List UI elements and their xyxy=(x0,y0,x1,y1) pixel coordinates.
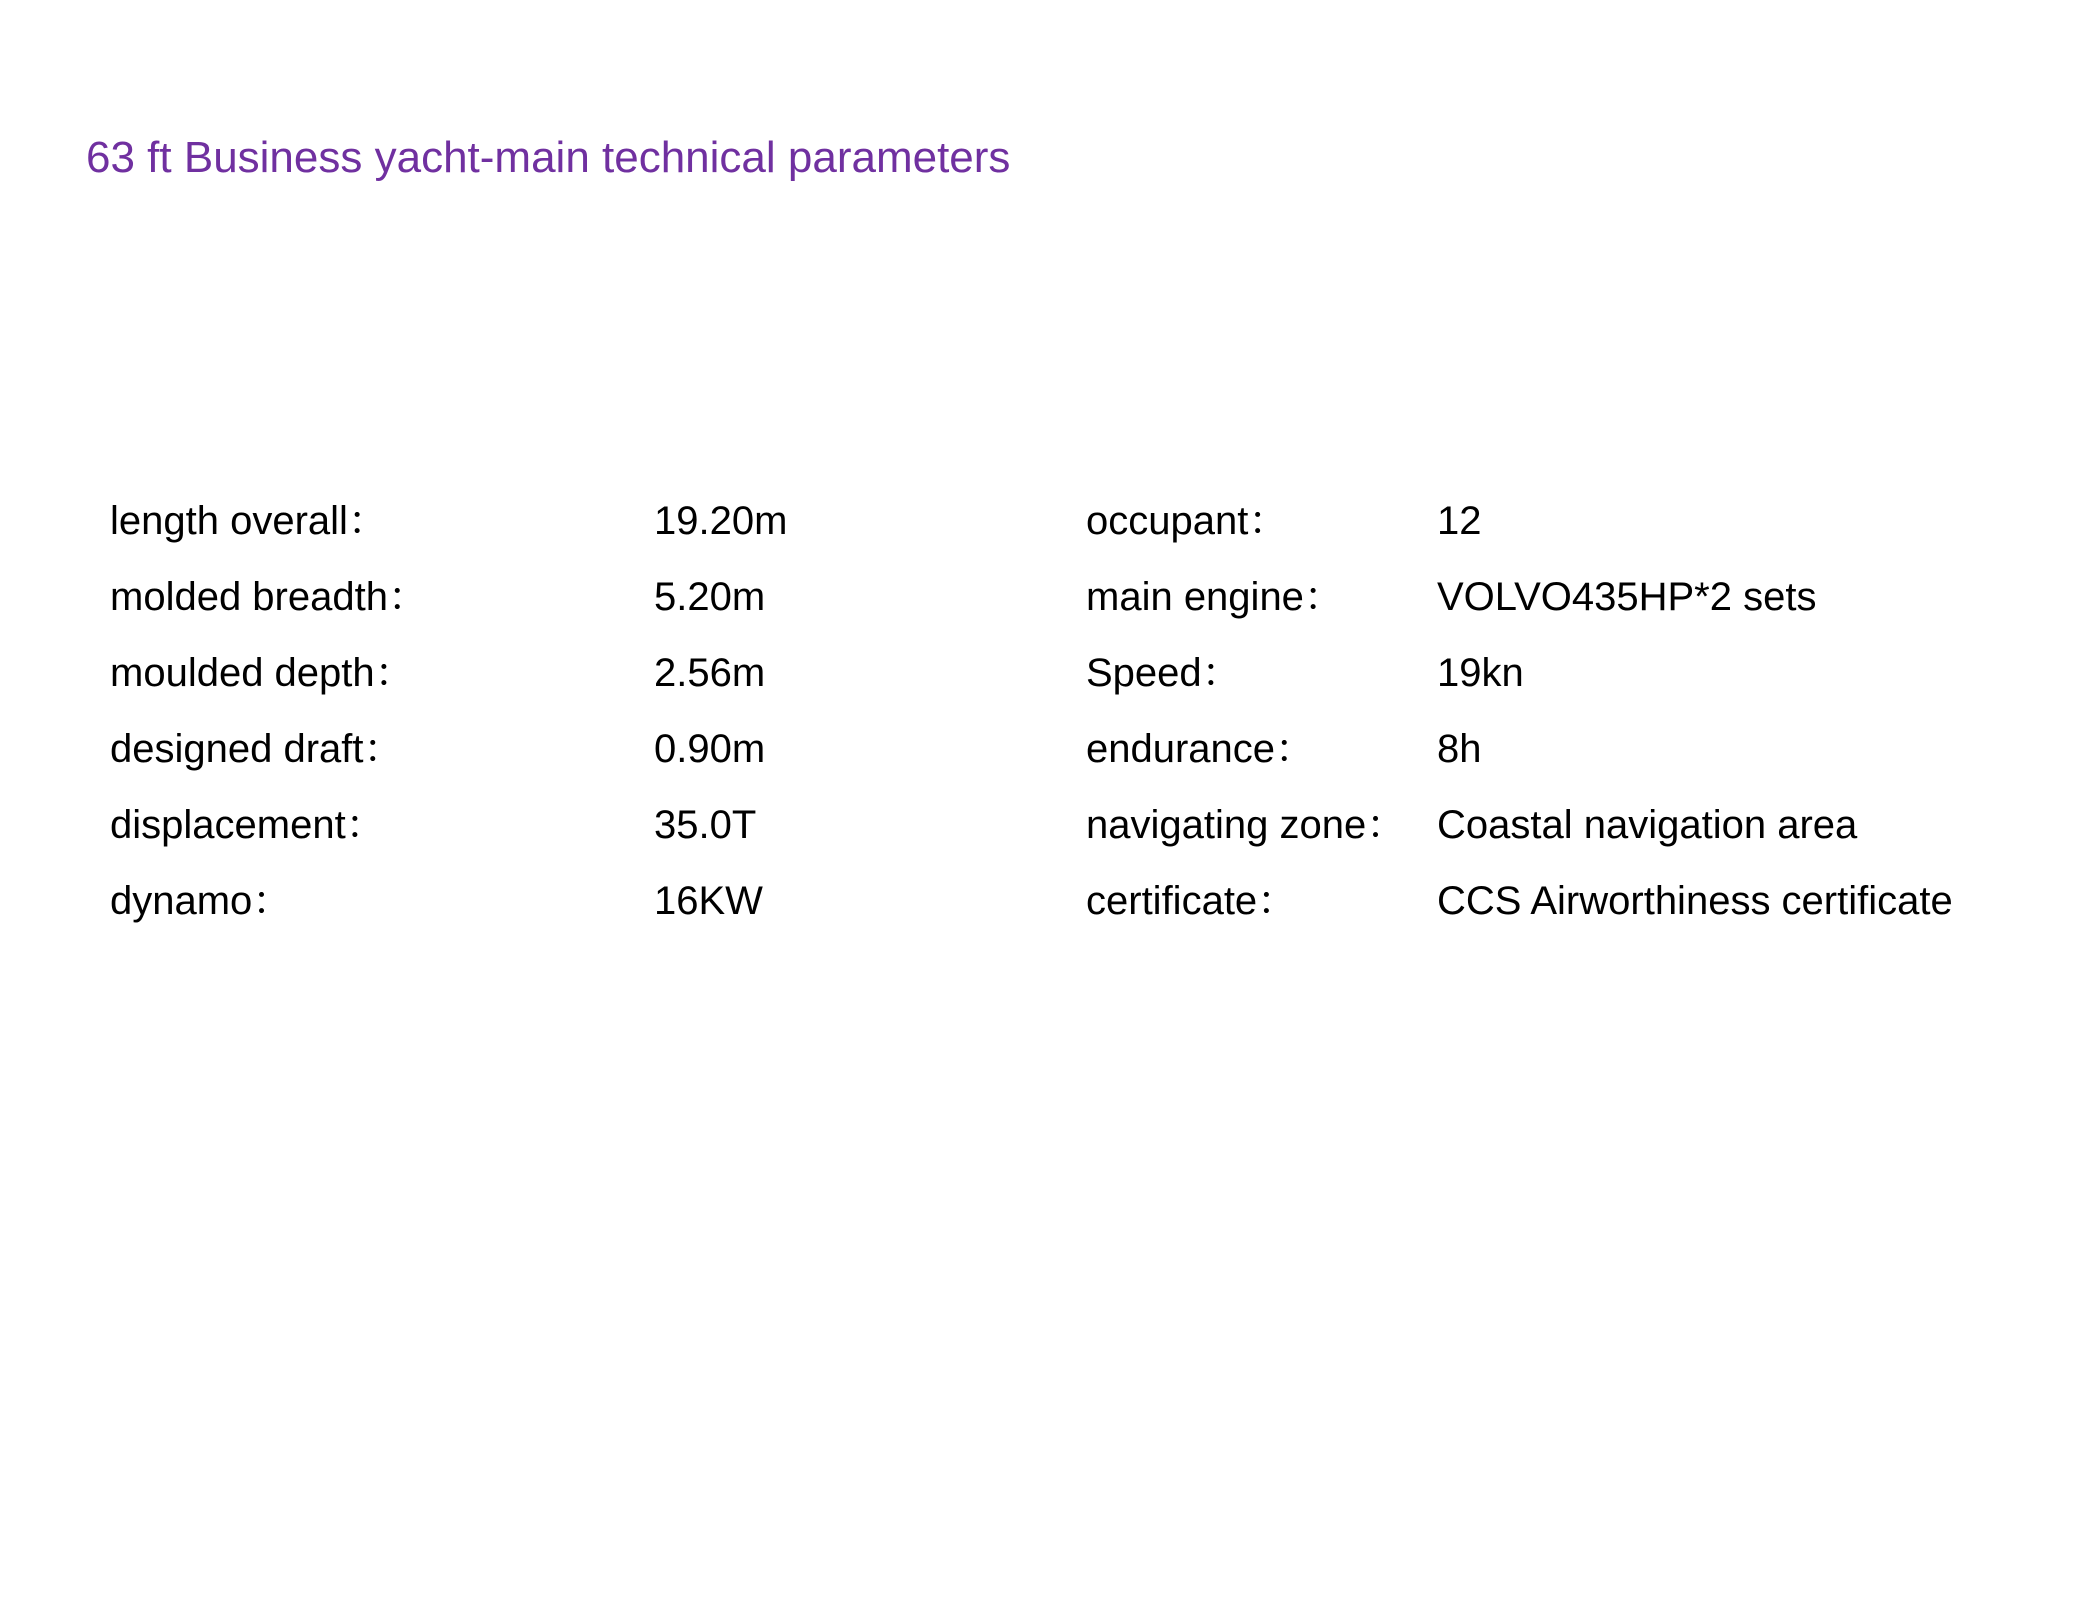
spec-value: 19.20m xyxy=(654,499,788,543)
spec-label: occupant： xyxy=(1086,499,1289,543)
spec-value: 0.90m xyxy=(654,727,766,771)
spec-label: length overall： xyxy=(110,499,388,543)
spec-value: 19kn xyxy=(1437,651,1524,695)
spec-label: designed draft： xyxy=(110,727,404,771)
spec-row xyxy=(0,863,2091,939)
spec-row xyxy=(0,787,2091,863)
spec-label: main engine： xyxy=(1086,575,1344,619)
spec-label: displacement： xyxy=(110,803,386,847)
spec-label: navigating zone： xyxy=(1086,803,1407,847)
spec-label: moulded depth： xyxy=(110,651,415,695)
spec-value: 12 xyxy=(1437,499,1482,543)
spec-value: 2.56m xyxy=(654,651,766,695)
spec-value: CCS Airworthiness certificate xyxy=(1437,879,1953,923)
spec-value: 5.20m xyxy=(654,575,766,619)
spec-value: 16KW xyxy=(654,879,763,923)
spec-row xyxy=(0,559,2091,635)
spec-value: VOLVO435HP*2 sets xyxy=(1437,575,1817,619)
spec-label: endurance： xyxy=(1086,727,1316,771)
spec-value: 8h xyxy=(1437,727,1482,771)
spec-label: Speed： xyxy=(1086,651,1242,695)
spec-row xyxy=(0,711,2091,787)
spec-value: Coastal navigation area xyxy=(1437,803,1858,847)
spec-label: dynamo： xyxy=(110,879,293,923)
spec-row xyxy=(0,635,2091,711)
spec-label: certificate： xyxy=(1086,879,1298,923)
page-title: 63 ft Business yacht-main technical parameters xyxy=(86,133,1011,182)
spec-label: molded breadth： xyxy=(110,575,428,619)
spec-row xyxy=(0,483,2091,559)
spec-value: 35.0T xyxy=(654,803,757,847)
